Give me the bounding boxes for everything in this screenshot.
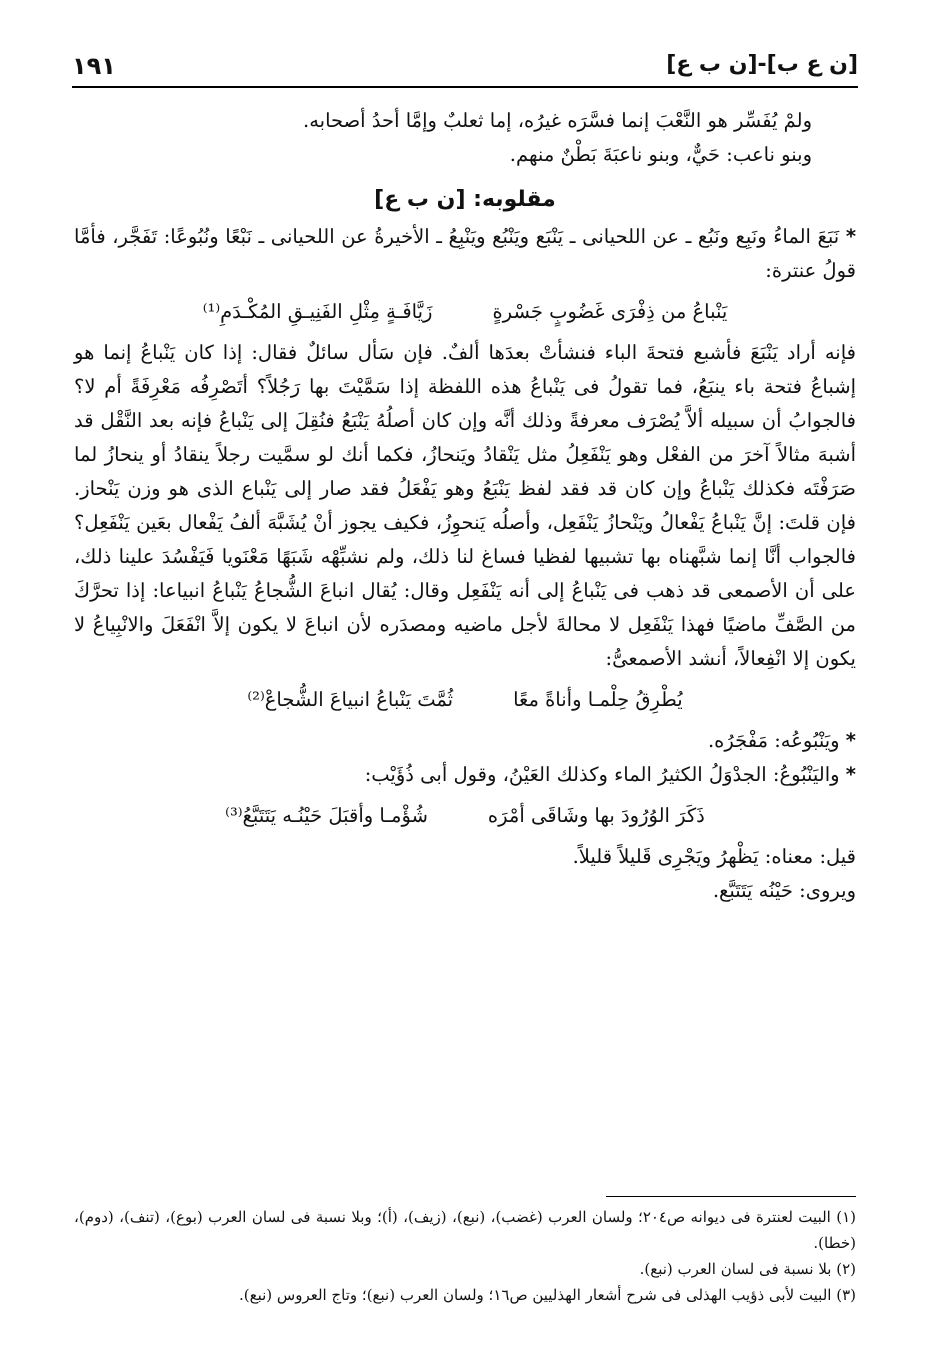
paragraph-3-text: نَبَعَ الماءُ ونَبِع ونَبُع ـ عن اللحيانى ـ يَنْبَع ويَنْبُع ويَنْبِعُ ـ الأخيرةُ عن اللحيانى ـ نَبْعًا ونُبُوعًا: تَفَجَّر، فأمَّا قولُ عنترة: (74, 225, 856, 282)
footnote-1: (١) البيت لعنترة فى ديوانه ص٢٠٤؛ ولسان العرب (غضب)، (نبع)، (زيف)، (أ)؛ وبلا نسبة فى لسان العرب (بوع)، (تنف)، (دوم)، (خطا). (74, 1208, 856, 1252)
entry-marker: * (845, 225, 857, 248)
verse-1 (74, 292, 856, 332)
paragraph-8: ويروى: حَيْنُه يَتَتَبَّع. (712, 879, 856, 902)
paragraph-7: قيل: معناه: يَظْهرُ ويَجْرِى قَليلاً قليلاً. (572, 845, 856, 868)
entry-marker: * (845, 729, 856, 752)
footnote-2: (٢) بلا نسبة فى لسان العرب (نبع). (639, 1260, 856, 1278)
page-number: ١٩١ (72, 52, 116, 80)
paragraph-6-text: واليَنْبُوعُ: الجدْوَلُ الكثيرُ الماء وكذلك العَيْنُ، وقول أبى ذُؤَيْب: (364, 763, 840, 786)
verse-3-first-hemistich: ذَكَرَ الوُرُودَ بها وشَاقَى أمْرَه (487, 804, 705, 827)
verse-3-second-hemistich: شُؤْمـا وأقبَلَ حَيْنُـه يَتَتَبَّعُ⁽³⁾ (225, 804, 428, 827)
verse-1-second-hemistich: زَيَّافَـةٍ مِثْلِ الفَنِيـقِ المُكْـدَمِ⁽¹⁾ (202, 300, 433, 323)
paragraph-5-text: ويَنْبُوعُه: مَفْجَرُه. (707, 729, 840, 752)
page-header (72, 48, 858, 88)
paragraph-6 (74, 758, 856, 792)
footnotes (74, 1204, 856, 1308)
paragraph-3 (74, 220, 856, 288)
verse-2-first-hemistich: يُطْرِقُ حِلْمـا وأناةً معًا (513, 688, 683, 711)
footnote-3: (٣) البيت لأبى ذؤيب الهذلى فى شرح أشعار الهذليين ص١٦؛ ولسان العرب (نبع)؛ وتاج العروس (نبع). (238, 1286, 856, 1304)
footnote-divider (606, 1196, 856, 1197)
verse-2-second-hemistich: ثُمَّتَ يَنْباعُ انبياعَ الشُّجاعْ⁽²⁾ (247, 688, 454, 711)
paragraph-1: ولمْ يُفَسِّر هو النَّعْبَ إنما فسَّرَه غيرُه، إما ثعلبٌ وإمَّا أحدُ أصحابه. (303, 109, 812, 132)
main-text (74, 104, 856, 908)
paragraph-2: وبنو ناعب: حَيٌّ، وبنو ناعبَةَ بَطْنٌ منهم. (509, 143, 812, 166)
section-heading: مقلوبه: [ن ب ع] (374, 187, 556, 212)
paragraph-4: فإنه أراد يَنْبَعَ فأشبع فتحةَ الباء فنشأتْ بعدَها ألفٌ. فإن سَأل سائلٌ فقال: إذا كان يَنْباعُ إنما هو إشباعُ فتحة باء ينبَعُ، فما تقولُ فى يَنْباعُ هذه اللفظة إذا سَمَّيْتَ بها رَجُلاً؟ أتَصْرِفُه مَعْرِفَةً أم لا؟ فالجوابُ أن سبيله ألاَّ يُصْرَف معرفةً وذلك أنَّه وإن كان أصلُهُ يَنْبَعُ فنُقِلَ إلى يَنْباعُ فإنه بعد النَّقْل قد أشبهَ مثالاً آخرَ من الفعْل وهو يَنْفَعِلُ مثل يَنْقادُ ويَنحازُ، فكما أنك لو سمَّيت رجلاً ينقادُ أو ينحازُ لما صَرَفْتَه فكذلك يَنْباعُ وإن كان قد فقد لفظ يَنْبَعُ وهو يَفْعَلُ فقد صار إلى يَنْباع الذى هو وزن يَنْحاز. فإن قلتَ: إنَّ يَنْباعُ يَفْعالُ ويَنْحازُ يَنْفَعِل، وأصلُه يَنحوِزُ، فكيف يجوز أنْ يُشَبَّهَ ألفُ يَفْعال بعَين يَنْفَعِل؟ فالجواب أنَّا إنما شبَّهناه بها تشبيها لفظيا فساغ لنا ذلك، ولم نشبِّهْه شَبَهًا مَعْنَويا فَيَفْسُدَ علينا ذلك، على أن الأصمعى قد ذهب فى يَنْباعُ إلى أنه يَنْفَعِل وقال: يُقال انباعَ الشُّجاعُ يَنْباعُ انبياعا: إذا تحرَّكَ من الصَّفِّ ماضيًا فهذا يَنْفَعِل لا محالةَ لأجل ماضيه ومصدَره لأن انباعَ لا يكون إلاَّ انْفَعَلَ والانْبِياعُ لا يكون إلا انْفِعالاً، أنشد الأصمعىُّ: (74, 341, 856, 670)
running-head: [ن ع ب]-[ن ب ع] (666, 52, 858, 77)
entry-marker: * (845, 763, 856, 786)
paragraph-5 (74, 724, 856, 758)
verse-3 (74, 796, 856, 836)
verse-1-first-hemistich: يَنْباعُ من ذِفْرَى غَضُوبٍ جَسْرةٍ (492, 300, 728, 323)
verse-2 (74, 680, 856, 720)
